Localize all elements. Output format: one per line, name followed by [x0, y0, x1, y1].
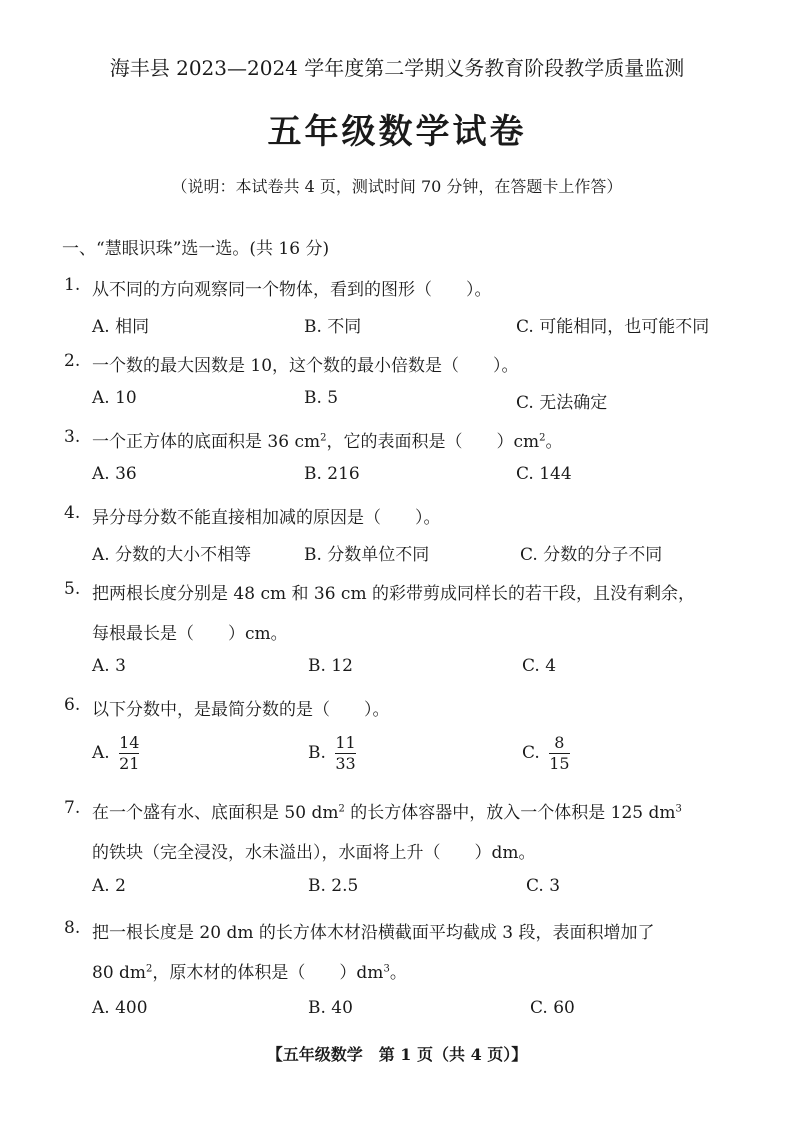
question-8-text-part3: 。 — [389, 963, 407, 983]
question-3-option-b: B. 216 — [304, 464, 360, 484]
question-6-option-b-fraction — [335, 734, 355, 773]
question-3-option-a: A. 36 — [92, 464, 137, 484]
question-8-text-part2: ，原木材的体积是（ ）dm — [152, 963, 384, 983]
question-1-text: 从不同的方向观察同一个物体，看到的图形（ ）。 — [92, 280, 492, 300]
question-6-option-b — [308, 734, 356, 773]
fraction-numerator: 8 — [554, 733, 565, 752]
exam-header: 海丰县 2023—2024 学年度第二学期义务教育阶段教学质量监测 — [109, 56, 685, 80]
fraction-numerator: 11 — [335, 733, 356, 752]
question-8-text-line2 — [92, 958, 407, 983]
question-3-text — [92, 427, 562, 452]
question-5-option-a: A. 3 — [92, 656, 126, 676]
question-7-exponent-1: 2 — [338, 803, 345, 815]
question-1-number: 1. — [64, 275, 81, 295]
question-7-exponent-2: 3 — [675, 803, 682, 815]
question-6-option-a — [92, 734, 139, 773]
question-8-exponent-1: 2 — [146, 963, 153, 975]
fraction-denominator: 33 — [335, 754, 356, 773]
question-4-option-c: C. 分数的分子不同 — [520, 545, 663, 565]
question-4-text: 异分母分数不能直接相加减的原因是（ ）。 — [92, 508, 441, 528]
question-5-option-c: C. 4 — [522, 656, 557, 676]
question-4-option-b: B. 分数单位不同 — [304, 545, 430, 565]
question-7-text-part1: 在一个盛有水、底面积是 50 dm — [92, 803, 339, 823]
question-2-option-b: B. 5 — [304, 388, 339, 408]
page-footer: 【五年级数学 第 1 页（共 4 页）】 — [266, 1045, 528, 1064]
question-6-option-a-label: A. — [92, 743, 110, 763]
question-8-text-part1: 80 dm — [92, 963, 147, 983]
section-heading: 一、“慧眼识珠”选一选。(共 16 分) — [62, 239, 330, 259]
question-4-option-a: A. 分数的大小不相等 — [92, 545, 252, 565]
question-3-option-c: C. 144 — [516, 464, 572, 484]
question-6-option-c — [522, 734, 570, 773]
fraction-denominator: 15 — [549, 754, 570, 773]
question-5-number: 5. — [64, 579, 81, 599]
question-3-text-part2: ，它的表面积是（ ）cm — [326, 432, 540, 452]
question-8-option-a: A. 400 — [92, 998, 148, 1018]
question-1-option-a: A. 相同 — [92, 317, 150, 337]
question-3-number: 3. — [64, 427, 81, 447]
question-2-option-c: C. 无法确定 — [516, 393, 608, 413]
question-6-option-b-label: B. — [308, 743, 326, 763]
question-3-text-part3: 。 — [545, 432, 563, 452]
question-8-text-line1: 把一根长度是 20 dm 的长方体木材沿横截面平均截成 3 段，表面积增加了 — [92, 923, 655, 943]
question-7-number: 7. — [64, 798, 81, 818]
question-7-text-line1 — [92, 798, 682, 823]
question-6-option-a-fraction — [119, 734, 139, 773]
question-1-option-c: C. 可能相同，也可能不同 — [516, 317, 710, 337]
question-2-text: 一个数的最大因数是 10，这个数的最小倍数是（ ）。 — [92, 356, 519, 376]
exam-title: 五年级数学试卷 — [267, 112, 527, 152]
fraction-numerator: 14 — [119, 733, 140, 752]
question-3-text-part1: 一个正方体的底面积是 36 cm — [92, 432, 321, 452]
question-8-number: 8. — [64, 918, 81, 938]
question-8-option-b: B. 40 — [308, 998, 353, 1018]
question-7-option-a: A. 2 — [92, 876, 126, 896]
question-7-option-c: C. 3 — [526, 876, 561, 896]
question-6-option-c-label: C. — [522, 743, 540, 763]
exam-instructions: （说明：本试卷共 4 页，测试时间 70 分钟，在答题卡上作答） — [171, 177, 623, 196]
question-6-text: 以下分数中，是最简分数的是（ ）。 — [92, 700, 390, 720]
question-8-exponent-2: 3 — [383, 963, 390, 975]
fraction-denominator: 21 — [119, 754, 140, 773]
question-5-option-b: B. 12 — [308, 656, 353, 676]
question-1-option-b: B. 不同 — [304, 317, 362, 337]
question-6-option-c-fraction — [549, 734, 569, 773]
question-8-option-c: C. 60 — [530, 998, 575, 1018]
question-2-option-a: A. 10 — [92, 388, 137, 408]
question-4-number: 4. — [64, 503, 81, 523]
question-7-option-b: B. 2.5 — [308, 876, 359, 896]
question-5-text-line1: 把两根长度分别是 48 cm 和 36 cm 的彩带剪成同样长的若干段，且没有剩余， — [92, 584, 695, 604]
question-7-text-part2: 的长方体容器中，放入一个体积是 125 dm — [344, 803, 676, 823]
question-5-text-line2: 每根最长是（ ）cm。 — [92, 624, 288, 644]
question-3-exponent-2: 2 — [539, 432, 546, 444]
question-2-number: 2. — [64, 351, 81, 371]
question-7-text-line2: 的铁块（完全浸没，水未溢出），水面将上升（ ）dm。 — [92, 843, 536, 863]
question-6-number: 6. — [64, 695, 81, 715]
question-3-exponent-1: 2 — [320, 432, 327, 444]
